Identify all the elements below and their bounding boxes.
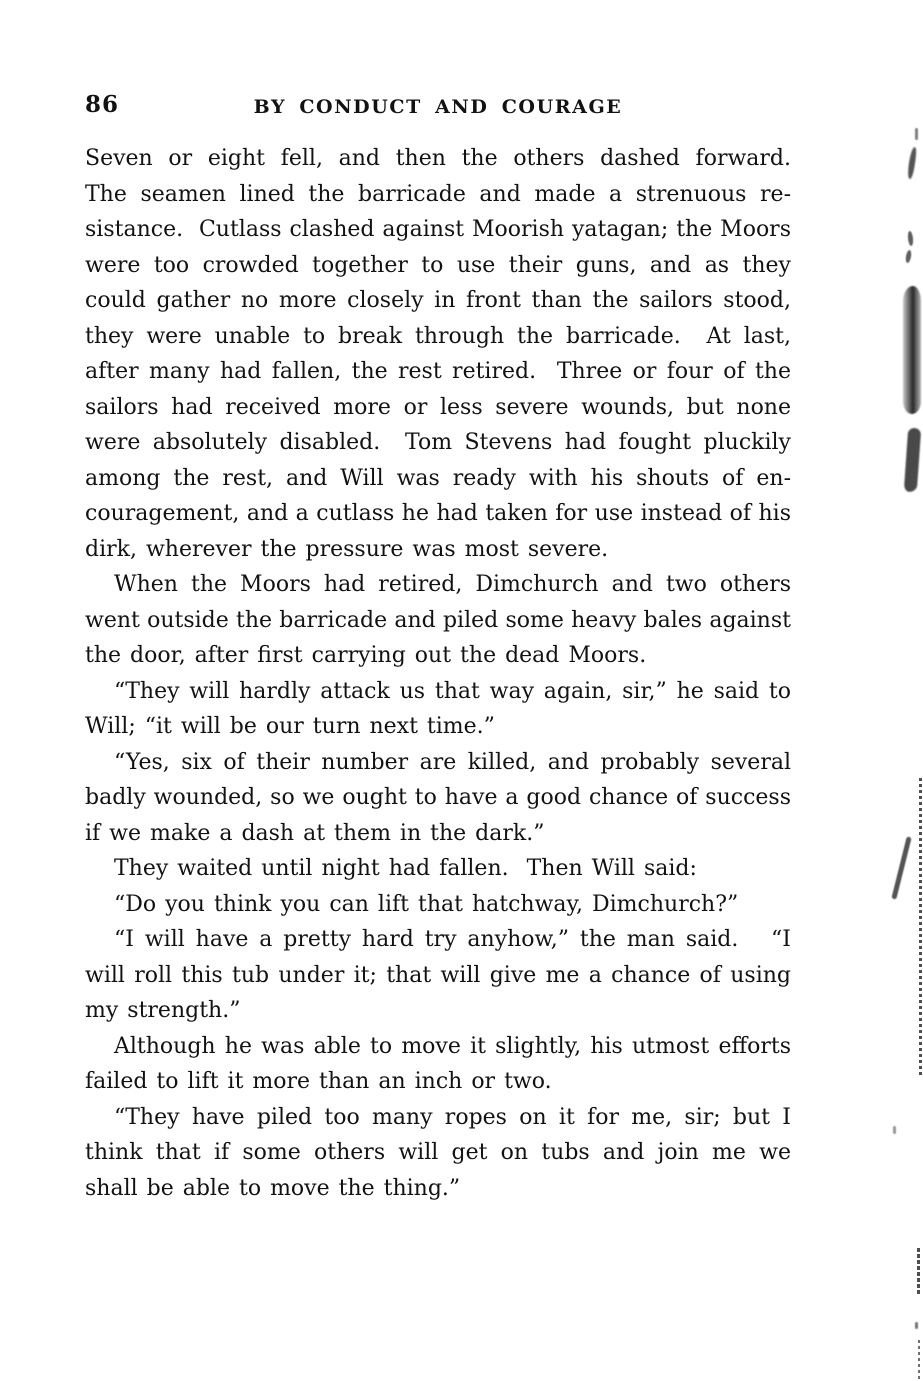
text-line: could gather no more closely in front than the sailors stood, — [85, 288, 791, 313]
text-line: “They will hardly attack us that way again, sir,” he said to — [114, 678, 791, 704]
text-line: Seven or eight fell, and then the others dashed forward. — [85, 146, 791, 171]
text-line: sistance. Cutlass clashed against Moorish yatagan; the Moors — [85, 217, 791, 242]
text-line: couragement, and a cutlass he had taken for use instead of his — [85, 501, 791, 526]
text-line: think that if some others will get on tubs and join me we — [85, 1140, 791, 1165]
scan-artifact-edge-mark — [893, 1126, 896, 1134]
scan-artifact-dotted-line — [919, 778, 922, 1078]
text-line: They waited until night had fallen. Then Will said: — [114, 856, 697, 881]
text-line: among the rest, and Will was ready with his shouts of en- — [85, 465, 791, 491]
scan-artifact-mark-2 — [905, 250, 912, 264]
text-line: will roll this tub under it; that will give me a chance of using — [85, 962, 791, 988]
text-line: they were unable to break through the barricade. At last, — [85, 323, 791, 349]
text-line: failed to lift it more than an inch or two. — [85, 1069, 552, 1094]
running-header — [85, 93, 791, 121]
scan-artifact-streak-upper — [907, 147, 917, 180]
text-line: “Do you think you can lift that hatchway, Dimchurch?” — [114, 891, 739, 917]
page-number: 86 — [85, 91, 120, 118]
scan-artifact-streak-mid — [904, 428, 921, 493]
scan-artifact-blob — [903, 286, 921, 414]
text-line: sailors had received more or less severe wounds, but none — [85, 394, 791, 420]
text-line: badly wounded, so we ought to have a good chance of success — [85, 785, 791, 810]
text-line: went outside the barricade and piled some heavy bales against — [85, 607, 791, 633]
text-line: my strength.” — [85, 998, 241, 1023]
scan-artifact-dotted-line-low — [917, 1248, 920, 1294]
text-line: were absolutely disabled. Tom Stevens had fought pluckily — [85, 430, 791, 455]
text-line: Will; “it will be our turn next time.” — [85, 714, 495, 739]
scan-artifact-mark-1 — [907, 231, 914, 246]
text-line: The seamen lined the barricade and made a strenuous re- — [85, 181, 791, 207]
scan-artifact-diagonal — [891, 836, 911, 899]
text-line: “They have piled too many ropes on it for me, sir; but I — [114, 1104, 791, 1130]
text-line: after many had fallen, the rest retired. Three or four of the — [85, 359, 791, 384]
text-line: were too crowded together to use their guns, and as they — [85, 252, 791, 278]
running-title: BY CONDUCT AND COURAGE — [253, 96, 623, 118]
text-line: dirk, wherever the pressure was most severe. — [85, 536, 609, 562]
text-line: “I will have a pretty hard try anyhow,” the man said. “I — [114, 927, 791, 952]
scan-artifact-dots-top — [915, 128, 918, 140]
scan-artifact-dotted-bottom — [918, 1340, 920, 1381]
body-text-block — [85, 141, 791, 1206]
text-line: shall be able to move the thing.” — [85, 1175, 461, 1201]
text-line: When the Moors had retired, Dimchurch and two others — [114, 572, 791, 597]
text-line: Although he was able to move it slightly, his utmost efforts — [114, 1033, 791, 1059]
text-line: “Yes, six of their number are killed, and probably several — [114, 749, 791, 775]
text-line: the door, after first carrying out the dead Moors. — [85, 643, 647, 668]
text-line: if we make a dash at them in the dark.” — [85, 820, 545, 846]
scan-artifact-dot-low — [915, 1322, 918, 1329]
